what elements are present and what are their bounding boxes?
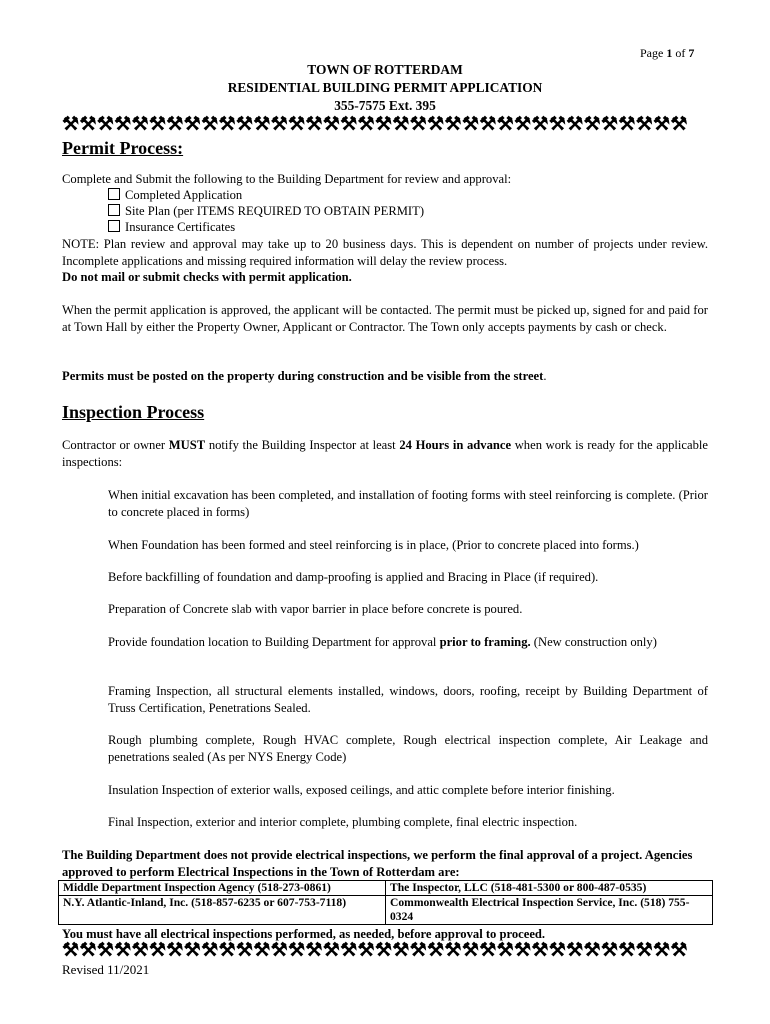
- electrical-warning: You must have all electrical inspections performed, as needed, before approval to proceed.: [62, 927, 546, 941]
- electrical-agencies-table: [58, 880, 713, 925]
- agency-cell: Commonwealth Electrical Inspection Service, Inc. (518) 755-0324: [386, 896, 713, 925]
- checklist-label: Completed Application: [125, 188, 243, 202]
- checklist-label: Insurance Certificates: [125, 220, 236, 234]
- inspection-item: Before backfilling of foundation and damp-proofing is applied and Bracing in Place (if required).: [108, 570, 599, 584]
- hammer-divider-bottom: ⚒⚒⚒⚒⚒⚒⚒⚒⚒⚒⚒⚒⚒⚒⚒⚒⚒⚒⚒⚒⚒⚒⚒⚒⚒⚒⚒⚒⚒⚒⚒⚒⚒⚒⚒⚒: [62, 941, 688, 961]
- intro-text: when work is ready for the applicable inspections:: [62, 438, 708, 469]
- posting-text: Permits must be posted on the property during construction and be visible from the street: [62, 369, 544, 383]
- inspection-item: When Foundation has been formed and steel reinforcing is in place, (Prior to concrete placed into forms.): [108, 538, 639, 552]
- electrical-notice: The Building Department does not provide electrical inspections, we perform the final approval of a project. Agencies approved to perform Electrical Inspections in the Town of Rotterdam are:: [62, 848, 693, 879]
- inspection-item: Insulation Inspection of exterior walls, exposed ceilings, and attic complete before interior finishing.: [108, 783, 615, 797]
- inspection-item: Preparation of Concrete slab with vapor barrier in place before concrete is poured.: [108, 602, 523, 616]
- foundation-bold: prior to framing.: [439, 635, 531, 649]
- page-current: 1: [666, 46, 673, 60]
- checklist-item: [108, 187, 708, 204]
- inspection-item: Rough plumbing complete, Rough HVAC complete, Rough electrical inspection complete, Air Leakage and penetrations sealed (As per NYS Energy Code): [108, 733, 708, 764]
- revised-date: Revised 11/2021: [62, 962, 150, 977]
- page-of: of: [675, 46, 686, 60]
- inspection-item: When initial excavation has been completed, and installation of footing forms with steel reinforcing is complete. (Prior to concrete placed in forms): [108, 488, 708, 519]
- agency-cell: Middle Department Inspection Agency (518-273-0861): [59, 881, 386, 896]
- inspection-process-heading: Inspection Process: [62, 402, 205, 422]
- phone-extension: 355-7575 Ext. 395: [334, 98, 436, 113]
- no-mail-warning: Do not mail or submit checks with permit application.: [62, 270, 352, 284]
- inspection-item: Framing Inspection, all structural elements installed, windows, doors, roofing, receipt by Building Department of Truss Certification, Penetrations Sealed.: [108, 684, 708, 715]
- intro-must: MUST: [168, 438, 206, 452]
- intro-text: Contractor or owner: [62, 438, 169, 452]
- posting-requirement: [62, 368, 708, 385]
- checkbox-icon: [108, 188, 120, 200]
- form-title: RESIDENTIAL BUILDING PERMIT APPLICATION: [227, 80, 543, 95]
- page-number: [640, 45, 694, 62]
- foundation-text: (New construction only): [530, 635, 657, 649]
- checkbox-icon: [108, 204, 120, 216]
- checkbox-icon: [108, 220, 120, 232]
- permit-intro: Complete and Submit the following to the Building Department for review and approval:: [62, 172, 512, 186]
- permit-process-heading: Permit Process:: [62, 138, 184, 158]
- town-title: TOWN OF ROTTERDAM: [307, 62, 463, 77]
- intro-text: notify the Building Inspector at least: [205, 438, 400, 452]
- checklist-item: [108, 219, 708, 236]
- approval-paragraph: When the permit application is approved, the applicant will be contacted. The permit must be picked up, signed for and paid for at Town Hall by either the Property Owner, Applicant or Contractor. The Town only accepts payments by cash or check.: [62, 303, 708, 334]
- agency-cell: N.Y. Atlantic-Inland, Inc. (518-857-6235 or 607-753-7118): [59, 896, 386, 925]
- hammer-divider-top: ⚒⚒⚒⚒⚒⚒⚒⚒⚒⚒⚒⚒⚒⚒⚒⚒⚒⚒⚒⚒⚒⚒⚒⚒⚒⚒⚒⚒⚒⚒⚒⚒⚒⚒⚒⚒: [62, 115, 688, 135]
- checklist-item: [108, 203, 708, 220]
- page-label: Page: [640, 46, 664, 60]
- table-row: [59, 881, 713, 896]
- inspection-item-foundation: [108, 634, 708, 651]
- inspection-intro: [62, 437, 708, 470]
- agency-cell: The Inspector, LLC (518-481-5300 or 800-487-0535): [386, 881, 713, 896]
- checklist-label: Site Plan (per ITEMS REQUIRED TO OBTAIN PERMIT): [125, 204, 425, 218]
- intro-advance: 24 Hours in advance: [399, 438, 512, 452]
- foundation-text: Provide foundation location to Building Department for approval: [108, 635, 440, 649]
- table-row: [59, 896, 713, 925]
- review-note: NOTE: Plan review and approval may take up to 20 business days. This is dependent on number of projects under review. Incomplete applications and missing required information will delay the review process.: [62, 237, 708, 268]
- inspection-item: Final Inspection, exterior and interior complete, plumbing complete, final electric inspection.: [108, 815, 578, 829]
- page-total: 7: [688, 46, 695, 60]
- posting-end: .: [543, 369, 547, 383]
